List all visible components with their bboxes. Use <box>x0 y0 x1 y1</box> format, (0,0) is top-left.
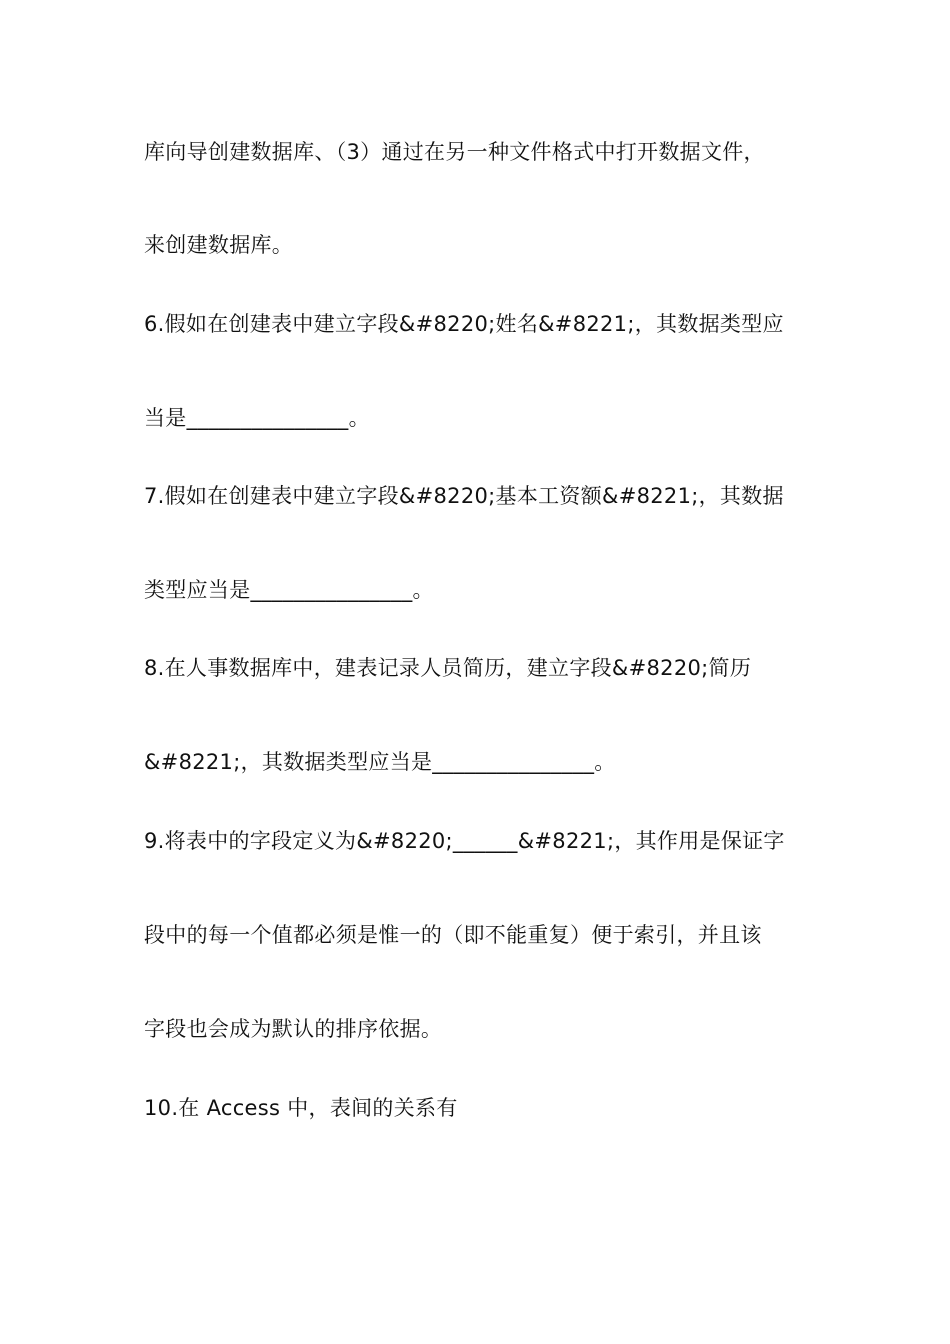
question-7-line-2: 类型应当是_______________。 <box>144 578 434 602</box>
question-6-line-1: 6.假如在创建表中建立字段&#8220;姓名&#8221;，其数据类型应 <box>144 312 784 336</box>
question-8-line-2: &#8221;，其数据类型应当是_______________。 <box>144 750 616 774</box>
question-6-line-2: 当是_______________。 <box>144 406 370 430</box>
question-9-line-2: 段中的每一个值都必须是惟一的（即不能重复）便于索引，并且该 <box>144 923 762 947</box>
question-9-line-1: 9.将表中的字段定义为&#8220;______&#8221;，其作用是保证字 <box>144 829 785 853</box>
question-8-line-1: 8.在人事数据库中，建表记录人员简历，建立字段&#8220;简历 <box>144 656 752 680</box>
text-line: 库向导创建数据库、（3）通过在另一种文件格式中打开数据文件， <box>144 140 765 164</box>
question-9-line-3: 字段也会成为默认的排序依据。 <box>144 1017 443 1041</box>
text-line: 来创建数据库。 <box>144 233 294 257</box>
question-10-line-1: 10.在 Access 中，表间的关系有 <box>144 1096 458 1120</box>
question-7-line-1: 7.假如在创建表中建立字段&#8220;基本工资额&#8221;，其数据 <box>144 484 784 508</box>
